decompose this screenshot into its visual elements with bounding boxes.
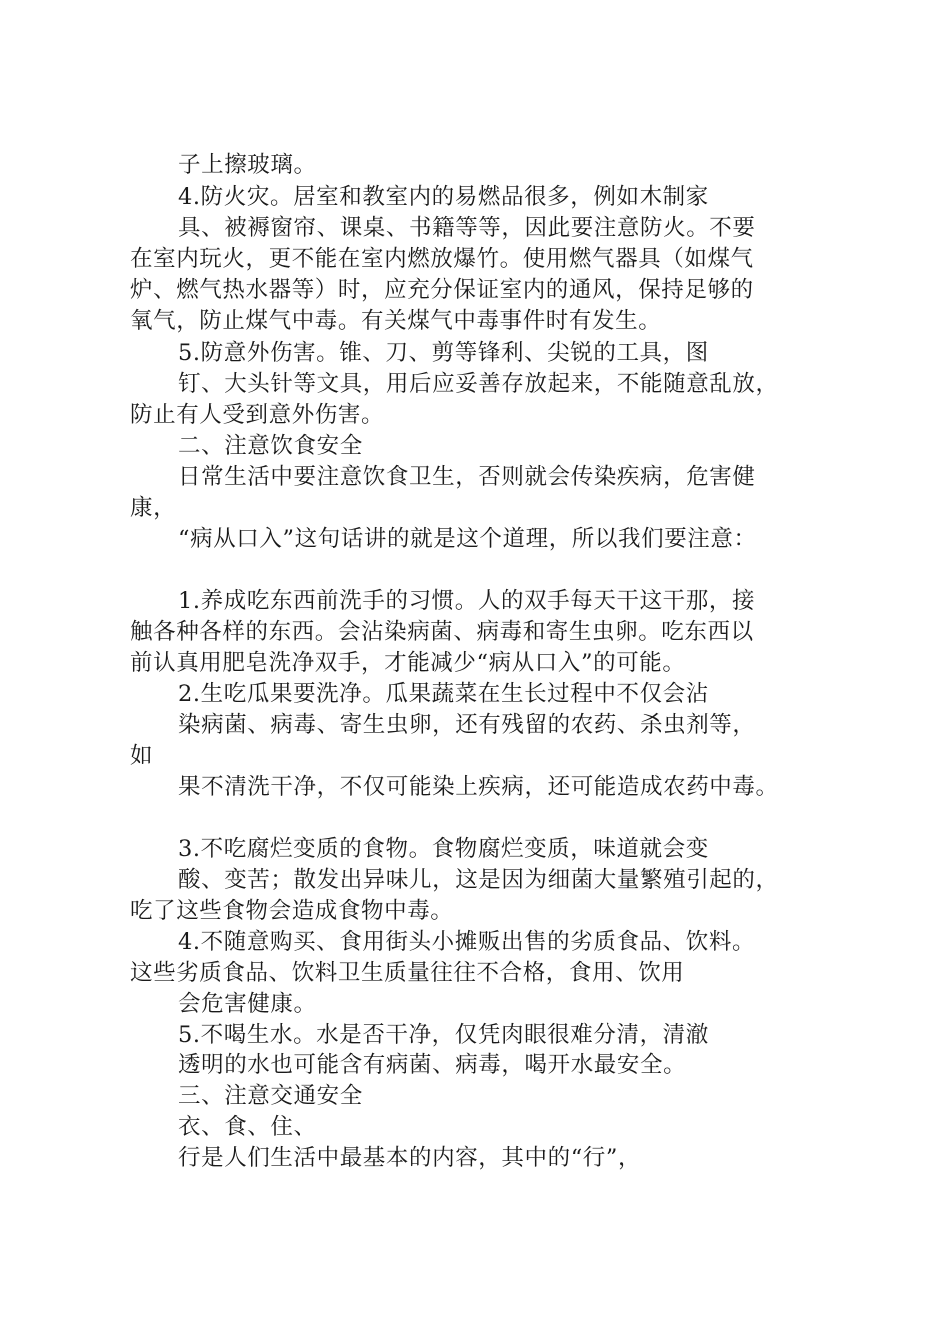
section-heading: 二、注意饮食安全 <box>178 432 363 459</box>
text-line: 行是人们生活中最基本的内容，其中的“行”， <box>178 1145 642 1172</box>
text-line: 5.防意外伤害。锥、刀、剪等锋利、尖锐的工具，图 <box>178 340 709 367</box>
text-line: 染病菌、病毒、寄生虫卵，还有残留的农药、杀虫剂等， <box>178 711 756 738</box>
text-line: 如 <box>130 742 154 769</box>
text-line: 日常生活中要注意饮食卫生，否则就会传染疾病，危害健 <box>178 463 756 490</box>
text-line: 果不清洗干净，不仅可能染上疾病，还可能造成农药中毒。 <box>178 773 779 800</box>
text-line: 康， <box>130 494 177 521</box>
text-line: 防止有人受到意外伤害。 <box>130 402 385 429</box>
text-line: 子上擦玻璃。 <box>178 152 317 179</box>
text-line: 具、被褥窗帘、课桌、书籍等等，因此要注意防火。不要 <box>178 215 756 242</box>
text-line: 4.防火灾。居室和教室内的易燃品很多，例如木制家 <box>178 184 709 211</box>
text-line: 在室内玩火，更不能在室内燃放爆竹。使用燃气器具（如煤气 <box>130 246 754 273</box>
text-line: 这些劣质食品、饮料卫生质量往往不合格，食用、饮用 <box>130 959 685 986</box>
text-line: 2.生吃瓜果要洗净。瓜果蔬菜在生长过程中不仅会沾 <box>178 680 709 707</box>
text-line: 会危害健康。 <box>178 990 317 1017</box>
text-line: “病从口入”这句话讲的就是这个道理，所以我们要注意： <box>178 525 757 552</box>
text-line: 炉、燃气热水器等）时，应充分保证室内的通风，保持足够的 <box>130 277 754 304</box>
text-line: 衣、食、住、 <box>178 1114 317 1141</box>
section-heading: 三、注意交通安全 <box>178 1083 363 1110</box>
text-line: 吃了这些食物会造成食物中毒。 <box>130 897 454 924</box>
text-line: 酸、变苦；散发出异味儿，这是因为细菌大量繁殖引起的， <box>178 866 779 893</box>
text-line: 透明的水也可能含有病菌、病毒，喝开水最安全。 <box>178 1052 687 1079</box>
text-line: 钉、大头针等文具，用后应妥善存放起来，不能随意乱放， <box>178 371 779 398</box>
text-line: 4.不随意购买、食用街头小摊贩出售的劣质食品、饮料。 <box>178 928 756 955</box>
text-line: 5.不喝生水。水是否干净，仅凭肉眼很难分清，清澈 <box>178 1021 709 1048</box>
text-line: 氧气，防止煤气中毒。有关煤气中毒事件时有发生。 <box>130 308 662 335</box>
text-line: 触各种各样的东西。会沾染病菌、病毒和寄生虫卵。吃东西以 <box>130 618 754 645</box>
text-line: 前认真用肥皂洗净双手，才能减少“病从口入”的可能。 <box>130 649 686 676</box>
text-line: 1.养成吃东西前洗手的习惯。人的双手每天干这干那，接 <box>178 587 756 614</box>
text-line: 3.不吃腐烂变质的食物。食物腐烂变质，味道就会变 <box>178 835 709 862</box>
